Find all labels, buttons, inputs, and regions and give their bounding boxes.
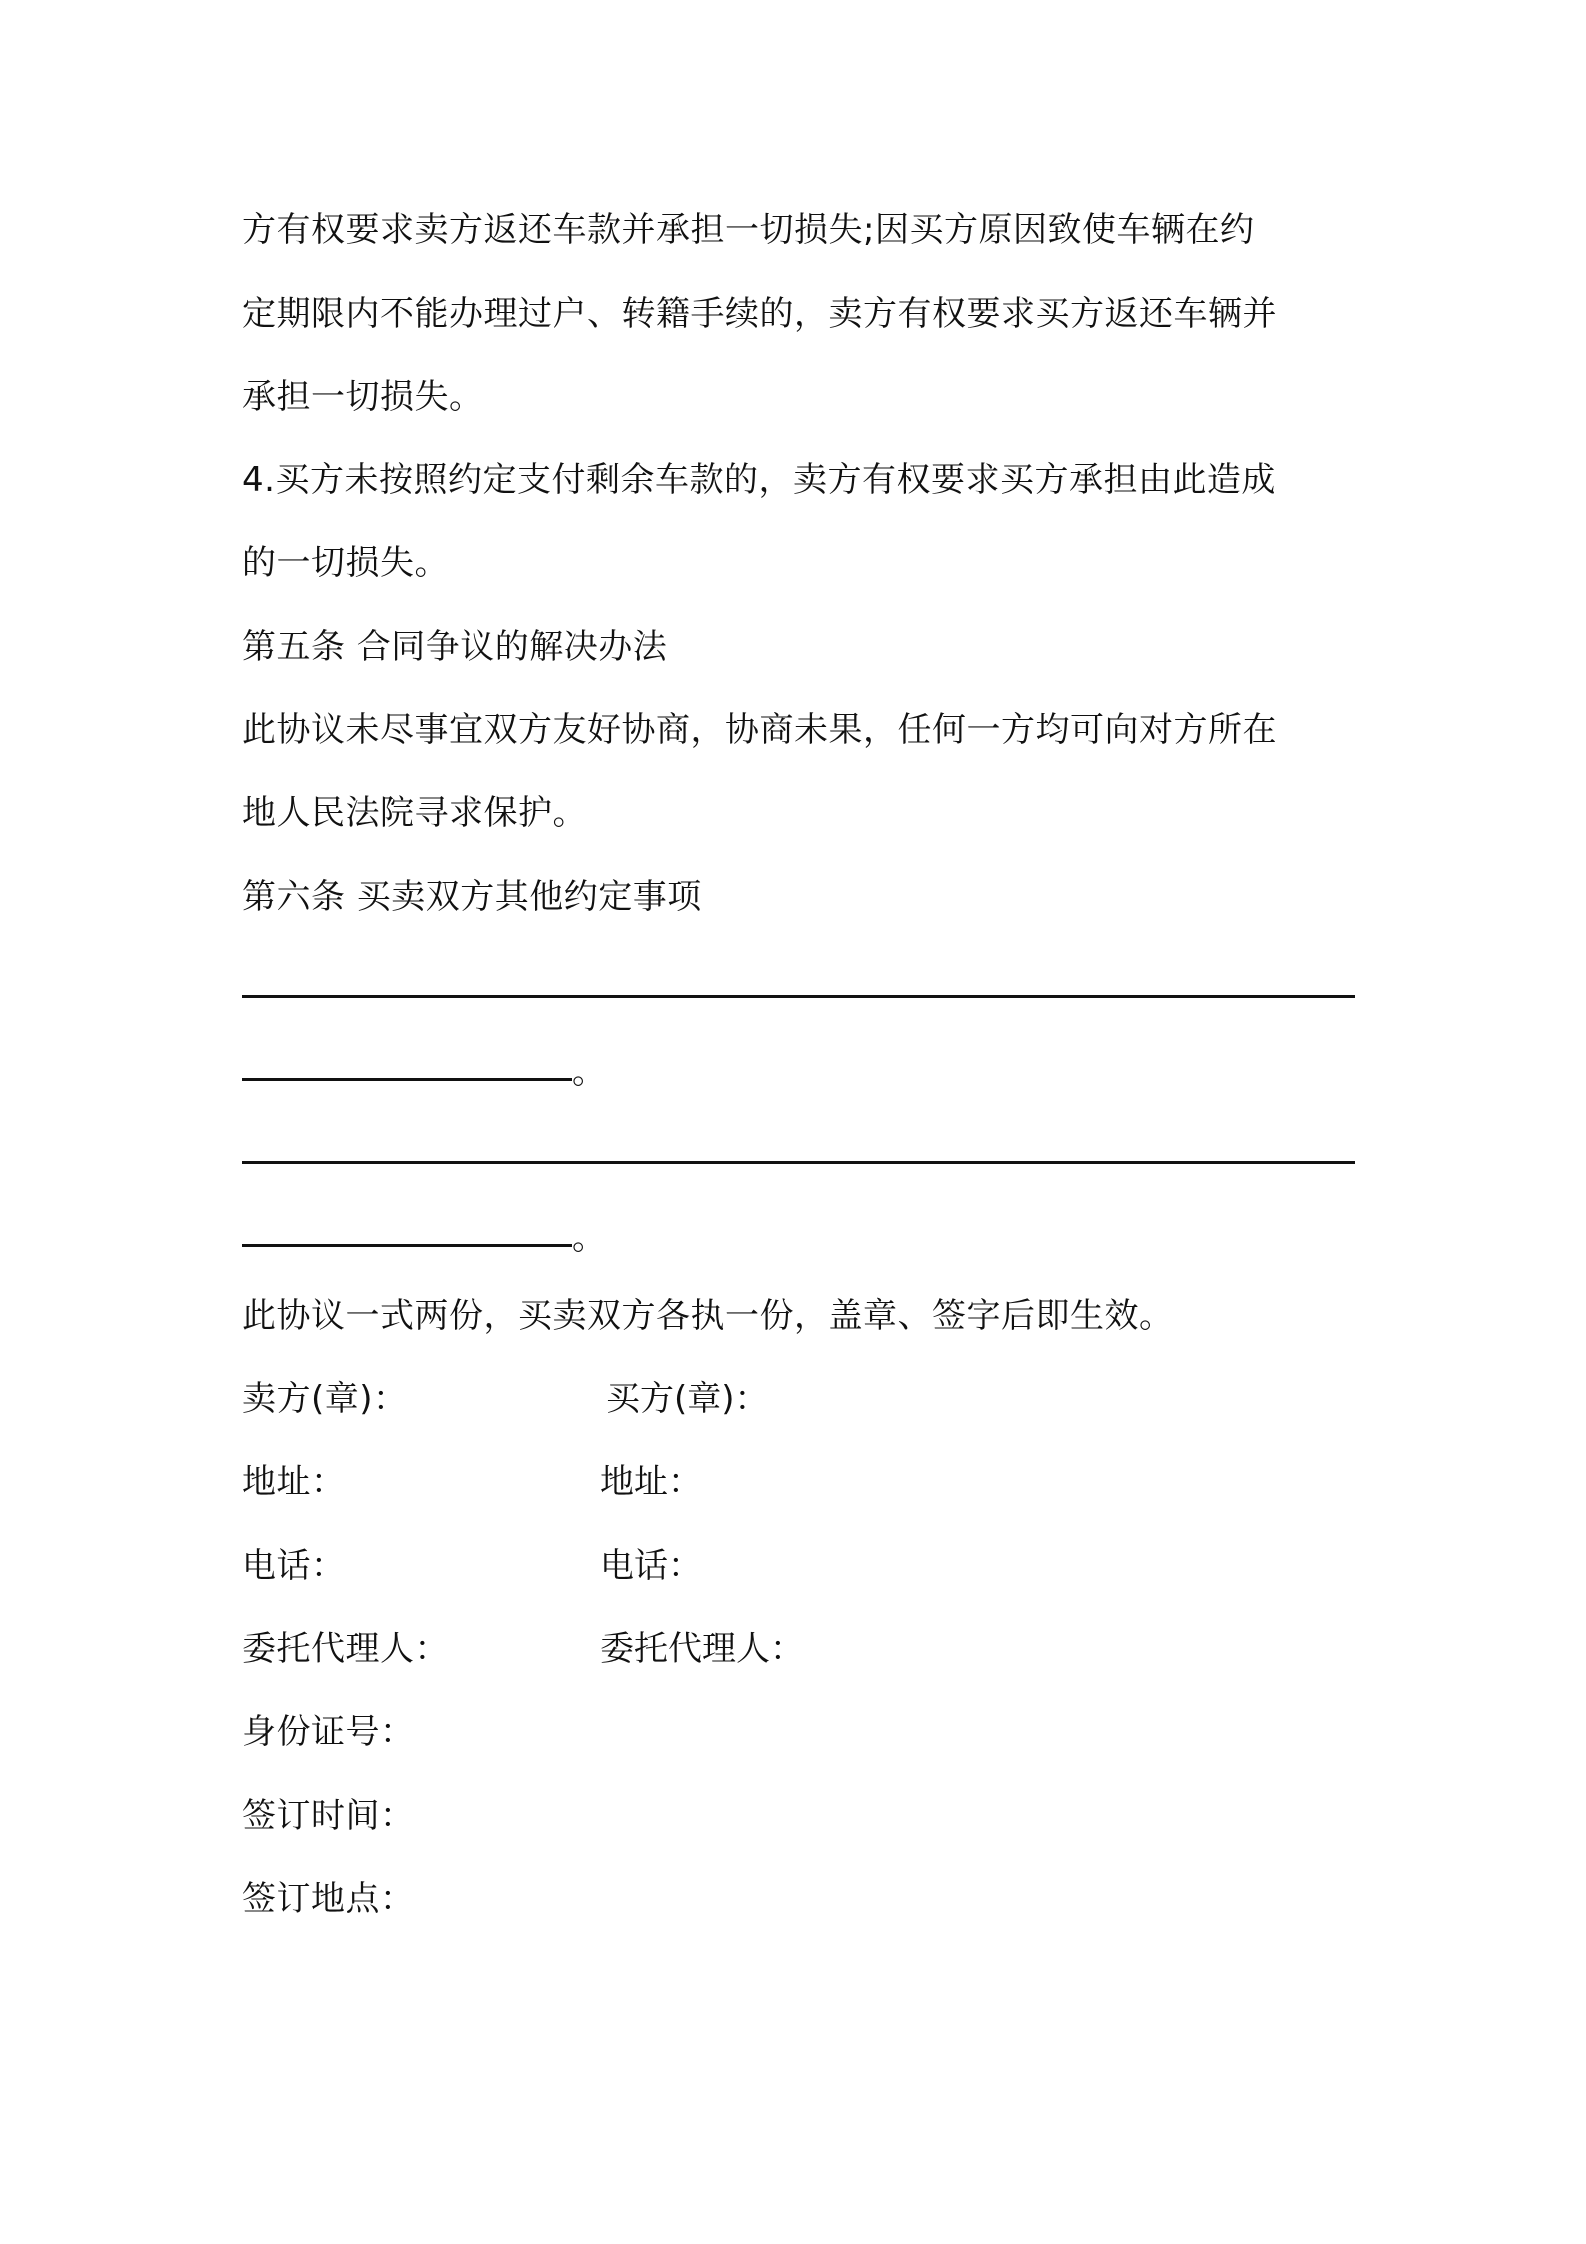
id-number-label: 身份证号： — [242, 1712, 415, 1752]
sign-place-label: 签订地点： — [242, 1879, 415, 1919]
buyer-address-label: 地址： — [600, 1462, 702, 1502]
seller-seal-label: 卖方(章)： — [242, 1379, 408, 1419]
paragraph-line: 地人民法院寻求保护。 — [242, 793, 587, 833]
fill-in-blank-underline[interactable] — [242, 1244, 572, 1247]
buyer-phone-label: 电话： — [600, 1546, 702, 1586]
seller-agent-label: 委托代理人： — [242, 1629, 449, 1669]
paragraph-line: 的一切损失。 — [242, 543, 449, 583]
paragraph-line: 定期限内不能办理过户、转籍手续的，卖方有权要求买方返还车辆并 — [242, 294, 1277, 334]
closing-statement: 此协议一式两份，买卖双方各执一份，盖章、签字后即生效。 — [242, 1296, 1174, 1336]
paragraph-line: 方有权要求卖方返还车款并承担一切损失;因买方原因致使车辆在约 — [242, 210, 1255, 250]
paragraph-line: 承担一切损失。 — [242, 377, 484, 417]
period-mark: 。 — [572, 1218, 606, 1258]
buyer-seal-label: 买方(章)： — [606, 1379, 769, 1419]
fill-in-blank-line[interactable] — [242, 995, 1355, 998]
article-six-heading: 第六条 买卖双方其他约定事项 — [242, 877, 702, 917]
fill-in-blank-line[interactable] — [242, 1161, 1355, 1164]
period-mark: 。 — [572, 1052, 606, 1092]
buyer-agent-label: 委托代理人： — [600, 1629, 804, 1669]
fill-in-blank-underline[interactable] — [242, 1078, 572, 1081]
paragraph-line: 此协议未尽事宜双方友好协商，协商未果，任何一方均可向对方所在 — [242, 710, 1277, 750]
seller-phone-label: 电话： — [242, 1546, 346, 1586]
fill-in-blank-short — [242, 1052, 606, 1092]
fill-in-blank-short — [242, 1218, 606, 1258]
seller-address-label: 地址： — [242, 1462, 346, 1502]
paragraph-line: 4.买方未按照约定支付剩余车款的，卖方有权要求买方承担由此造成 — [242, 460, 1276, 500]
article-five-heading: 第五条 合同争议的解决办法 — [242, 627, 668, 667]
sign-time-label: 签订时间： — [242, 1796, 415, 1836]
